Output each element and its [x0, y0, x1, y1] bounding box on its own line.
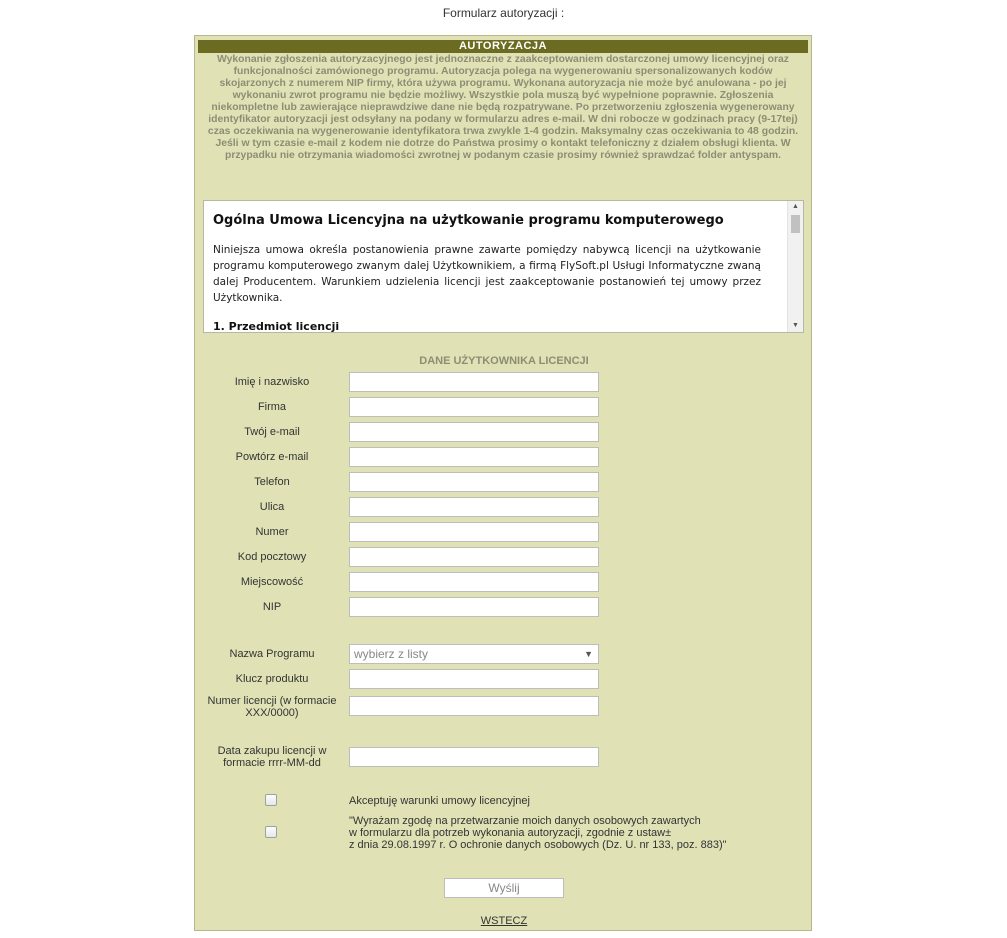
- accept-terms-label: Akceptuję warunki umowy licencyjnej: [349, 795, 530, 807]
- license-content: [213, 213, 761, 333]
- scroll-up-arrow-icon[interactable]: ▲: [792, 203, 799, 210]
- dropdown-arrow-icon: ▼: [584, 649, 593, 659]
- product-key-input[interactable]: [349, 669, 599, 689]
- data-consent-label: [349, 815, 727, 851]
- license-paragraph: Niniejsza umowa określa postanowienia prawne zawarte pomiędzy nabywcą licencji na użytkowanie programu komputerowego zwanym dalej Użytkownikiem, a firmą FlySoft.pl Usługi Informatyczne zwaną dalej Producentem. Warunkiem udzielenia licencji jest zaakceptowanie postanowień tej umowy przez Użytkownika.: [213, 244, 761, 304]
- form-row-city: [195, 572, 813, 592]
- program-select[interactable]: [349, 644, 599, 664]
- submit-button[interactable]: Wyślij: [444, 878, 564, 898]
- program-label: Nazwa Programu: [229, 648, 315, 660]
- form-row-email: [195, 422, 813, 442]
- license-number-input[interactable]: [349, 696, 599, 716]
- street-label: Ulica: [259, 501, 285, 513]
- company-input[interactable]: [349, 397, 599, 417]
- form-row-postal-code: [195, 547, 813, 567]
- form-row-license-number: [195, 695, 813, 719]
- program-select-value: wybierz z listy: [354, 647, 429, 661]
- authorization-panel: [194, 35, 812, 931]
- back-link-container: [195, 915, 813, 927]
- license-heading: Ogólna Umowa Licencyjna na użytkowanie programu komputerowego: [213, 213, 724, 228]
- panel-header: AUTORYZACJA: [198, 40, 808, 53]
- email-repeat-label: Powtórz e-mail: [235, 451, 309, 463]
- postal-code-input[interactable]: [349, 547, 599, 567]
- consent-line-2: w formularzu dla potrzeb wykonania autoryzacji, zgodnie z ustaw±: [349, 827, 672, 839]
- city-label: Miejscowość: [240, 576, 304, 588]
- license-number-label: Numer licencji (w formacie XXX/0000): [207, 695, 337, 719]
- product-key-label: Klucz produktu: [235, 673, 309, 685]
- form-row-program: [195, 644, 813, 664]
- form-row-number: [195, 522, 813, 542]
- nip-input[interactable]: [349, 597, 599, 617]
- license-section-title: 1. Przedmiot licencji: [213, 320, 340, 333]
- street-input[interactable]: [349, 497, 599, 517]
- accept-terms-checkbox[interactable]: [265, 794, 277, 806]
- license-scrollbar[interactable]: [787, 201, 803, 332]
- email-input[interactable]: [349, 422, 599, 442]
- form-row-purchase-date: [195, 747, 813, 767]
- form-row-company: [195, 397, 813, 417]
- number-label: Numer: [255, 526, 289, 538]
- form-row-product-key: [195, 669, 813, 689]
- scroll-down-arrow-icon[interactable]: ▼: [792, 322, 799, 329]
- phone-label: Telefon: [254, 476, 290, 488]
- back-link[interactable]: WSTECZ: [480, 915, 528, 927]
- number-input[interactable]: [349, 522, 599, 542]
- intro-text: Wykonanie zgłoszenia autoryzacyjnego jest jednoznaczne z zaakceptowaniem dostarczonej umowy licencyjnej oraz funkcjonalności zamówionego programu. Autoryzacja polega na wygenerowaniu spersonalizowanych kodów skojarzonych z numerem NIP firmy, która używa programu. Wykonana autoryzacja nie może być anulowana - po jej wykonaniu zwrot programu nie będzie możliwy. Wszystkie pola muszą być wypełnione poprawnie. Zgłoszenia niekompletne lub zawierające nieprawdziwe dane nie będą rozpatrywane. Po przetworzeniu zgłoszenia wygenerowany identyfikator autoryzacji jest odsyłany na podany w formularzu adres e-mail. W dni robocze w godzinach pracy (9-17tej) czas oczekiwania na wygenerowanie identyfikatora trwa zwykle 1-4 godzin. Maksymalny czas oczekiwania to 48 godzin. Jeśli w tym czasie e-mail z kodem nie dotrze do Państwa prosimy o kontakt telefoniczny z działem obsługi klienta. W przypadku nie otrzymania wiadomości zwrotnej w podanym czasie prosimy również sprawdzać folder antyspam.: [207, 54, 799, 161]
- form-row-phone: [195, 472, 813, 492]
- email-repeat-input[interactable]: [349, 447, 599, 467]
- name-label: Imię i nazwisko: [234, 376, 310, 388]
- nip-label: NIP: [262, 601, 282, 613]
- form-row-street: [195, 497, 813, 517]
- company-label: Firma: [257, 401, 287, 413]
- page-title: Formularz autoryzacji :: [442, 6, 565, 20]
- data-consent-checkbox[interactable]: [265, 826, 277, 838]
- purchase-date-label: Data zakupu licencji w formacie rrrr-MM-dd: [217, 745, 327, 769]
- purchase-date-input[interactable]: [349, 747, 599, 767]
- form-section-title: DANE UŻYTKOWNIKA LICENCJI: [419, 355, 589, 367]
- phone-input[interactable]: [349, 472, 599, 492]
- city-input[interactable]: [349, 572, 599, 592]
- form-row-nip: [195, 597, 813, 617]
- email-label: Twój e-mail: [244, 426, 300, 438]
- name-input[interactable]: [349, 372, 599, 392]
- consent-line-3: z dnia 29.08.1997 r. O ochronie danych osobowych (Dz. U. nr 133, poz. 883)": [349, 839, 727, 851]
- consent-line-1: "Wyrażam zgodę na przetwarzanie moich danych osobowych zawartych: [349, 815, 701, 827]
- license-agreement-box[interactable]: [203, 200, 804, 333]
- form-row-email-repeat: [195, 447, 813, 467]
- scroll-thumb[interactable]: [791, 215, 800, 233]
- postal-code-label: Kod pocztowy: [237, 551, 307, 563]
- form-row-name: [195, 372, 813, 392]
